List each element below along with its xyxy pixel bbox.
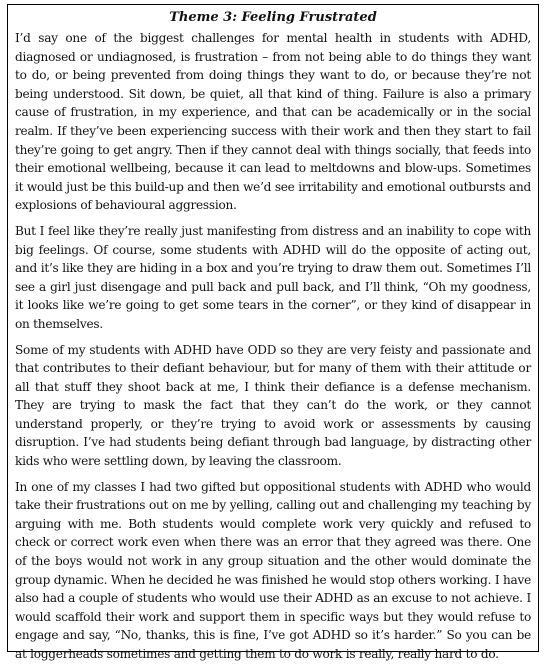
quote-box: [7, 4, 539, 661]
paragraph-1: I’d say one of the biggest challenges for mental health in students with ADHD, diagnosed or undiagnosed, is frustration – from not being able to do things they want to do, or being prevented from doing things they want to do, or because they’re not being understood. Sit down, be quiet, all that kind of thing. Failure is also a primary cause of frustration, in my experience, and that can be academically or in the social realm. If they’ve been experiencing success with their work and then they start to fail they’re going to get angry. Then if they cannot deal with things socially, that feeds into their emotional wellbeing, because it can lead to meltdowns and blow-ups. Sometimes it would just be this build-up and then we’d see irritability and emotional outbursts and explosions of behavioural aggression.: [15, 31, 531, 213]
paragraph-2: But I feel like they’re really just manifesting from distress and an inability to cope with big feelings. Of course, some students with ADHD will do the opposite of acting out, and it’s like they are hiding in a box and you’re trying to draw them out. Sometimes I’ll see a girl just disengage and pull back and pull back, and I’ll think, “Oh my goodness, it looks like we’re going to get some tears in the corner”, or they kind of disappear in on themselves.: [15, 223, 531, 331]
theme-title: Theme 3: Feeling Frustrated: [169, 10, 377, 25]
paragraph-4: In one of my classes I had two gifted but oppositional students with ADHD who would take their frustrations out on me by yelling, calling out and challenging my teaching by arguing with me. Both students would complete work very quickly and refused to check or correct work even when there was an error that they agreed was there. One of the boys would not work in any group situation and the other would dominate the group dynamic. When he decided he was finished he would stop others working. I have also had a couple of students who would use their ADHD as an excuse to not achieve. I would scaffold their work and support them in specific ways but they would refuse to engage and say, “No, thanks, this is fine, I’ve got ADHD so it’s harder.” So you can be at loggerheads sometimes and getting them to do work is really, really hard to do.: [15, 479, 531, 661]
paragraph-3: Some of my students with ADHD have ODD so they are very feisty and passionate and that contributes to their defiant behaviour, but for many of them with their attitude or all that stuff they shoot back at me, I think their defiance is a defense mechanism. They are trying to mask the fact that they can’t do the work, or they cannot understand properly, or they’re trying to avoid work or assessments by causing disruption. I’ve had students being defiant through bad language, by distracting other kids who were settling down, by leaving the classroom.: [15, 342, 531, 469]
